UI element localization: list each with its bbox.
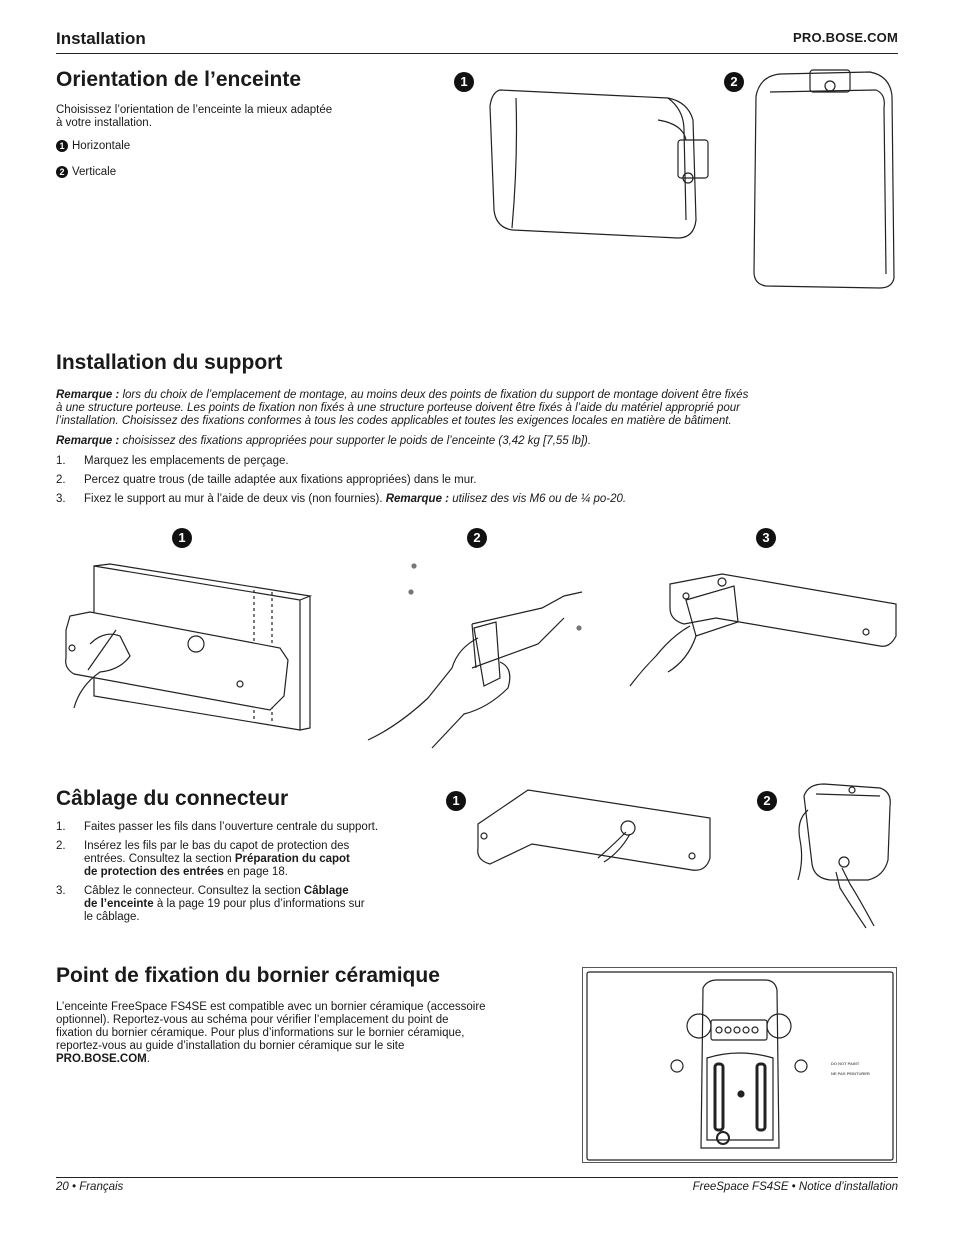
header-rule [56, 53, 898, 54]
figure-badge: 2 [467, 528, 487, 548]
cross-reference: de l’enceinte [84, 898, 154, 910]
number-badge: 2 [56, 166, 68, 178]
document-title: FreeSpace FS4SE • Notice d’installation [692, 1181, 898, 1193]
note-text: à une structure porteuse. Les points de fixation non fixés à une structure porteuse doivent être fixés à l’aide du matériel approprié pour [56, 402, 741, 414]
note-label: Remarque : [56, 389, 120, 401]
paragraph-line: reportez-vous au guide d’installation du bornier céramique sur le site [56, 1040, 405, 1052]
figure-badge: 1 [172, 528, 192, 548]
step-text: le câblage. [84, 911, 140, 923]
note-text: l’installation. Choisissez des fixations conformes à tous les codes applicables et toutes les exigences locales en matière de bâtiment. [56, 415, 732, 427]
intro-line: à votre installation. [56, 117, 152, 129]
mark-holes-illustration [60, 560, 310, 740]
orientation-heading: Orientation de l’enceinte [56, 68, 302, 91]
ceramic-paragraph [56, 1001, 486, 1066]
wires-through-bracket-illustration [470, 788, 720, 908]
support-heading: Installation du support [56, 351, 283, 374]
ceramic-heading: Point de fixation du bornier céramique [56, 964, 440, 987]
orientation-intro [56, 104, 332, 130]
figure-badge: 2 [724, 72, 744, 92]
do-not-paint-label [831, 1059, 870, 1079]
list-item [56, 474, 626, 487]
horizontal-speaker-illustration [488, 80, 718, 245]
note-label: Remarque : [385, 493, 449, 505]
option-label: Verticale [72, 166, 117, 179]
wiring-heading: Câblage du connecteur [56, 787, 289, 810]
figure-badge: 1 [454, 72, 474, 92]
figure-badge: 1 [446, 791, 466, 811]
option-horizontal [56, 140, 130, 153]
step-text: Percez quatre trous (de taille adaptée aux fixations appropriées) dans le mur. [84, 474, 477, 486]
wiring-steps [56, 821, 436, 930]
paragraph-line: fixation du bornier céramique. Pour plus d’informations sur le bornier céramique, [56, 1027, 465, 1039]
step-text: Insérez les fils par le bas du capot de protection des [84, 840, 350, 852]
list-item [56, 493, 626, 506]
step-number: 3. [56, 493, 66, 505]
step-text: Faites passer les fils dans l’ouverture centrale du support. [84, 821, 379, 833]
list-item [56, 821, 436, 834]
step-number: 3. [56, 885, 66, 897]
note-text: utilisez des vis M6 ou de ¼ po-20. [452, 493, 627, 505]
page-number: 20 • Français [56, 1181, 124, 1193]
intro-line: Choisissez l’orientation de l’enceinte la mieux adaptée [56, 104, 333, 116]
note-label: Remarque : [56, 435, 120, 447]
label-line: NE PAS PEINTURER [831, 1071, 870, 1076]
step-text: en page 18. [223, 866, 288, 878]
list-item [56, 455, 626, 468]
fix-bracket-illustration [626, 560, 906, 700]
figure-badge: 2 [757, 791, 777, 811]
support-steps [56, 455, 626, 512]
drill-illustration [368, 558, 608, 758]
list-item [56, 840, 436, 879]
paragraph-line: L’enceinte FreeSpace FS4SE est compatible avec un bornier céramique (accessoire [56, 1001, 486, 1013]
cross-reference: Préparation du capot [234, 853, 350, 865]
step-number: 1. [56, 821, 66, 833]
step-text: Câblez le connecteur. Consultez la section [84, 885, 304, 897]
vertical-speaker-illustration [750, 68, 900, 293]
step-number: 2. [56, 840, 66, 852]
number-badge: 1 [56, 140, 68, 152]
footer-rule [56, 1177, 898, 1178]
cross-reference: Câblage [303, 885, 349, 897]
support-note-1 [56, 389, 898, 428]
note-text: lors du choix de l’emplacement de montage, au moins deux des points de fixation du support de montage doivent être fixés [122, 389, 749, 401]
connector-cover-illustration [784, 780, 904, 930]
step-text: à la page 19 pour plus d’informations sur [153, 898, 365, 910]
figure-badge: 3 [756, 528, 776, 548]
step-number: 2. [56, 474, 66, 486]
section-title: Installation [56, 29, 146, 48]
site-link[interactable]: PRO.BOSE.COM [56, 1053, 147, 1065]
paragraph-line: optionnel). Reportez-vous au schéma pour vérifier l’emplacement du point de [56, 1014, 449, 1026]
option-label: Horizontale [72, 140, 131, 153]
punctuation: . [146, 1053, 150, 1065]
ceramic-diagram [582, 967, 897, 1163]
option-vertical [56, 166, 116, 179]
site-link[interactable]: PRO.BOSE.COM [793, 30, 898, 45]
step-text: Fixez le support au mur à l’aide de deux vis (non fournies). [84, 493, 383, 505]
step-text: entrées. Consultez la section [84, 853, 235, 865]
cross-reference: de protection des entrées [84, 866, 224, 878]
label-line: DO NOT PAINT [831, 1061, 860, 1066]
note-text: choisissez des fixations appropriées pour supporter le poids de l’enceinte (3,42 kg [7,55 lb]). [122, 435, 592, 447]
list-item [56, 885, 436, 924]
support-note-2 [56, 435, 591, 448]
step-number: 1. [56, 455, 66, 467]
step-text: Marquez les emplacements de perçage. [84, 455, 289, 467]
